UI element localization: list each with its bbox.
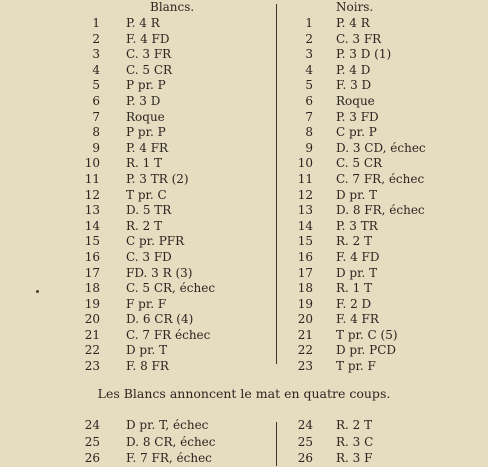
move-row — [0, 47, 488, 63]
black-move: F. 4 FD — [336, 249, 380, 264]
black-move-number: 16 — [297, 249, 313, 264]
black-move-number: 21 — [297, 327, 313, 342]
white-move: F. 7 FR, échec — [126, 451, 212, 465]
white-move: P pr. P — [126, 125, 166, 140]
black-move-number: 24 — [297, 418, 313, 432]
white-move: C pr. PFR — [126, 234, 185, 249]
white-move: P. 4 R — [126, 16, 160, 30]
move-row — [0, 343, 488, 359]
white-move: C. 5 CR — [126, 62, 173, 77]
move-row — [0, 63, 488, 79]
black-move-number: 7 — [305, 109, 313, 124]
black-move: P. 4 D — [336, 62, 371, 77]
white-move-number: 22 — [84, 343, 100, 358]
black-move: C. 5 CR — [336, 156, 383, 171]
white-column-header: Blancs. — [150, 0, 195, 14]
black-move-number: 19 — [297, 296, 313, 311]
move-row — [0, 312, 488, 328]
black-move-number: 14 — [297, 218, 313, 233]
move-row — [0, 125, 488, 141]
move-row — [0, 417, 488, 434]
white-move-number: 18 — [84, 281, 100, 296]
move-row — [0, 188, 488, 204]
white-move-number: 5 — [92, 78, 100, 93]
black-move-number: 11 — [297, 171, 313, 186]
black-move: R. 3 F — [336, 451, 373, 465]
black-move: T pr. F — [336, 359, 376, 374]
white-move-number: 10 — [84, 156, 100, 171]
white-move-number: 15 — [84, 234, 100, 249]
move-row — [0, 219, 488, 235]
black-move-number: 12 — [297, 187, 313, 202]
black-move: P. 3 D (1) — [336, 47, 392, 62]
white-move: FD. 3 R (3) — [126, 265, 193, 280]
white-move-number: 2 — [92, 31, 100, 46]
white-move: P. 3 D — [126, 93, 161, 108]
black-move-number: 26 — [297, 451, 313, 465]
move-row — [0, 359, 488, 375]
black-move-number: 15 — [297, 234, 313, 249]
black-move-number: 3 — [305, 47, 313, 62]
move-row — [0, 172, 488, 188]
black-move: R. 2 T — [336, 418, 373, 432]
white-move: D. 8 CR, échec — [126, 434, 216, 449]
black-move: Roque — [336, 93, 375, 108]
black-move-number: 18 — [297, 281, 313, 296]
white-move-number: 26 — [84, 451, 100, 465]
white-move: C. 7 FR échec — [126, 327, 211, 342]
white-move-number: 9 — [92, 140, 100, 155]
white-move-number: 16 — [84, 249, 100, 264]
white-move: R. 1 T — [126, 156, 163, 171]
move-row — [0, 450, 488, 467]
black-move: R. 3 C — [336, 434, 374, 449]
black-move-number: 1 — [305, 16, 313, 30]
black-move: F. 2 D — [336, 296, 372, 311]
black-move: R. 1 T — [336, 281, 373, 296]
black-move: F. 4 FR — [336, 312, 379, 327]
black-move-number: 2 — [305, 31, 313, 46]
white-move-number: 12 — [84, 187, 100, 202]
white-move: D pr. T, échec — [126, 418, 209, 432]
black-move-number: 20 — [297, 312, 313, 327]
move-row — [0, 156, 488, 172]
white-move-number: 21 — [84, 327, 100, 342]
move-row — [0, 297, 488, 313]
white-move-number: 7 — [92, 109, 100, 124]
white-move: D. 6 CR (4) — [126, 312, 194, 327]
move-row — [0, 141, 488, 157]
white-move-number: 25 — [84, 434, 100, 449]
white-move-number: 20 — [84, 312, 100, 327]
black-move-number: 22 — [297, 343, 313, 358]
move-row — [0, 110, 488, 126]
white-move-number: 24 — [84, 418, 100, 432]
white-move: C. 3 FR — [126, 47, 172, 62]
black-move-number: 4 — [305, 62, 313, 77]
black-move: C. 7 FR, échec — [336, 171, 425, 186]
white-move: D pr. T — [126, 343, 168, 358]
white-move: P. 3 TR (2) — [126, 171, 189, 186]
black-move: D. 8 FR, échec — [336, 203, 425, 218]
move-row — [0, 250, 488, 266]
white-move-number: 8 — [92, 125, 100, 140]
black-move-number: 17 — [297, 265, 313, 280]
white-move: P. 4 FR — [126, 140, 169, 155]
move-row — [0, 234, 488, 250]
move-row — [0, 16, 488, 32]
black-move-number: 10 — [297, 156, 313, 171]
black-move: D pr. T — [336, 187, 378, 202]
black-move-number: 6 — [305, 93, 313, 108]
white-move: F. 8 FR — [126, 359, 169, 374]
black-move: R. 2 T — [336, 234, 373, 249]
black-move-number: 25 — [297, 434, 313, 449]
white-move: C. 5 CR, échec — [126, 281, 216, 296]
white-move-number: 6 — [92, 93, 100, 108]
white-move-number: 11 — [84, 171, 100, 186]
white-move: T pr. C — [126, 187, 167, 202]
black-move-number: 9 — [305, 140, 313, 155]
black-move-number: 5 — [305, 78, 313, 93]
black-move: F. 3 D — [336, 78, 372, 93]
white-move-number: 17 — [84, 265, 100, 280]
white-move: D. 5 TR — [126, 203, 172, 218]
white-move-number: 4 — [92, 62, 100, 77]
move-row — [0, 78, 488, 94]
mate-announcement: Les Blancs annoncent le mat en quatre coups. — [97, 386, 391, 401]
black-move: T pr. C (5) — [336, 327, 398, 342]
white-move-number: 3 — [92, 47, 100, 62]
paper-speck — [36, 290, 39, 293]
white-move: F. 4 FD — [126, 31, 170, 46]
black-move: D. 3 CD, échec — [336, 140, 426, 155]
black-move: D pr. PCD — [336, 343, 397, 358]
move-row — [0, 203, 488, 219]
move-row — [0, 266, 488, 282]
final-moves-table — [0, 417, 488, 467]
black-move-number: 13 — [297, 203, 313, 218]
move-row — [0, 328, 488, 344]
move-row — [0, 32, 488, 48]
white-move: Roque — [126, 109, 165, 124]
moves-table — [0, 16, 488, 375]
black-move: P. 3 FD — [336, 109, 379, 124]
black-column-header: Noirs. — [336, 0, 374, 14]
white-move-number: 14 — [84, 218, 100, 233]
white-move: R. 2 T — [126, 218, 163, 233]
black-move: P. 3 TR — [336, 218, 378, 233]
move-row — [0, 94, 488, 110]
white-move-number: 13 — [84, 203, 100, 218]
white-move: C. 3 FD — [126, 249, 172, 264]
white-move: P pr. P — [126, 78, 166, 93]
black-move: D pr. T — [336, 265, 378, 280]
black-move: P. 4 R — [336, 16, 370, 30]
black-move: C pr. P — [336, 125, 377, 140]
black-move: C. 3 FR — [336, 31, 382, 46]
white-move-number: 19 — [84, 296, 100, 311]
white-move-number: 1 — [92, 16, 100, 30]
move-row — [0, 434, 488, 451]
black-move-number: 8 — [305, 125, 313, 140]
black-move-number: 23 — [297, 359, 313, 374]
move-row — [0, 281, 488, 297]
white-move-number: 23 — [84, 359, 100, 374]
white-move: F pr. F — [126, 296, 167, 311]
